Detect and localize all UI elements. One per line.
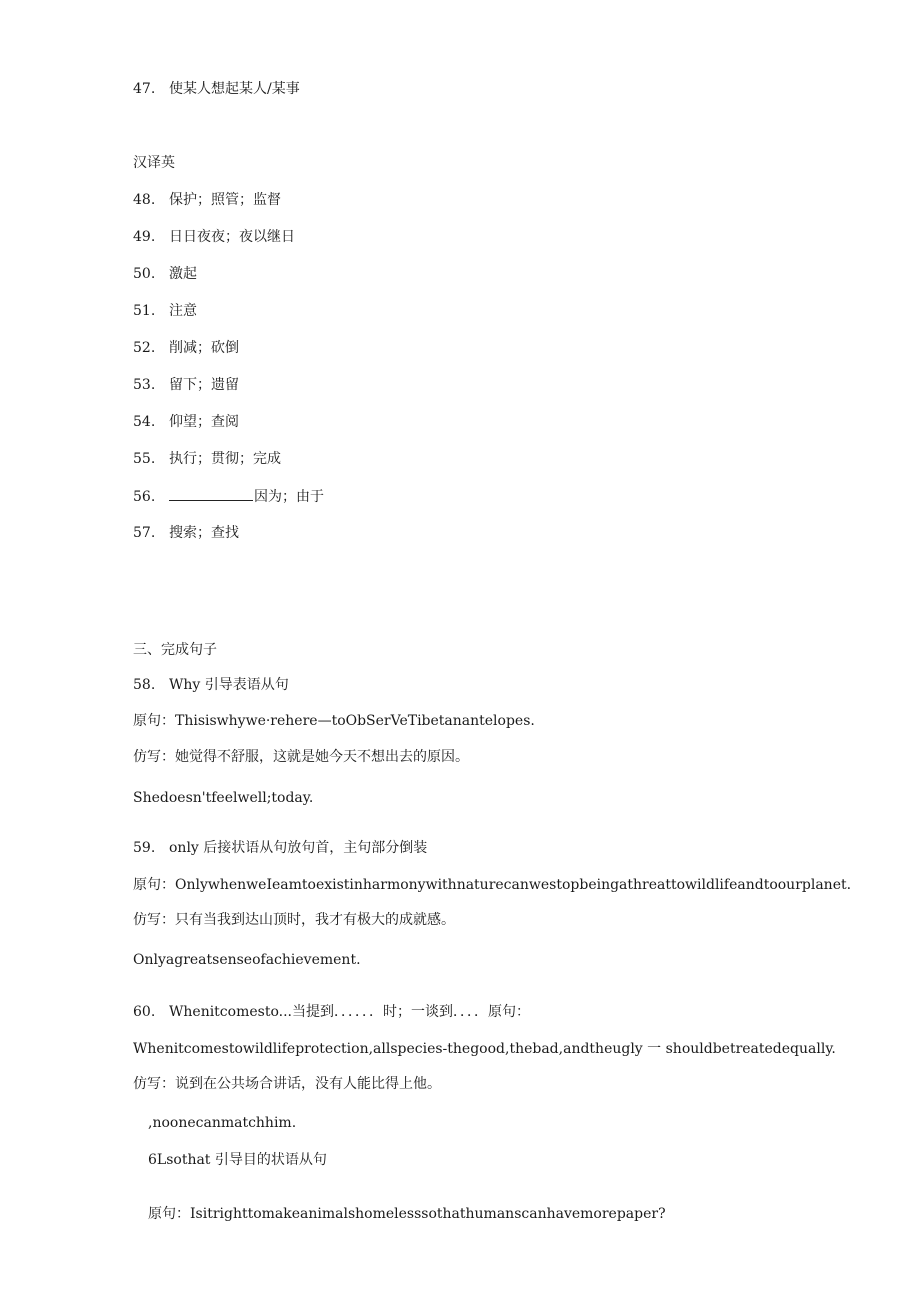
item-57	[133, 524, 239, 542]
section-heading-cn-to-en: 汉译英	[133, 155, 175, 171]
q59-answer: Onlyagreatsenseofachievement.	[133, 952, 361, 968]
item-number: 50.	[133, 266, 156, 282]
item-number: 57.	[133, 525, 156, 541]
q61-original: 原句：Isitrighttomakeanimalshomelesssothathumanscanhavemorepaper?	[148, 1206, 666, 1222]
question-title: Why 引导表语从句	[169, 677, 289, 693]
item-49	[133, 228, 295, 246]
q58-title	[133, 676, 289, 694]
item-48	[133, 191, 281, 209]
answer-blank[interactable]	[169, 487, 253, 501]
q60-title	[133, 1003, 530, 1021]
q58-answer: Shedoesn'tfeelwell;today.	[133, 790, 314, 806]
q59-original: 原句：OnlywhenweIeamtoexistinharmonywithnaturecanwestopbeingathreattowildlifeandtoourplanet.	[133, 877, 852, 893]
item-number: 49.	[133, 229, 156, 245]
item-number: 58.	[133, 677, 156, 693]
item-number: 48.	[133, 192, 156, 208]
item-number: 56.	[133, 489, 156, 505]
item-text: 搜索；查找	[169, 525, 239, 541]
q60-answer: ,noonecanmatchhim.	[148, 1115, 297, 1131]
item-54	[133, 413, 239, 431]
q58-imitate: 仿写：她觉得不舒服，这就是她今天不想出去的原因。	[133, 749, 469, 765]
item-52	[133, 339, 239, 357]
item-text: 保护；照管；监督	[169, 192, 281, 208]
item-number: 59.	[133, 840, 156, 856]
q58-original: 原句：Thisiswhywe·rehere—toObSerVeTibetanantelopes.	[133, 713, 535, 729]
item-text: 激起	[169, 266, 197, 282]
item-text: 日日夜夜；夜以继日	[169, 229, 295, 245]
item-text: 因为；由于	[254, 489, 324, 505]
item-51	[133, 302, 197, 320]
item-number: 60.	[133, 1004, 156, 1020]
item-50	[133, 265, 197, 283]
item-text: 执行；贯彻；完成	[169, 451, 281, 467]
q61-title: 6Lsothat 引导目的状语从句	[148, 1152, 327, 1168]
item-47	[133, 80, 300, 98]
item-text: 使某人想起某人/某事	[169, 81, 300, 97]
item-56	[133, 487, 324, 506]
item-number: 52.	[133, 340, 156, 356]
item-text: 仰望；查阅	[169, 414, 239, 430]
item-55	[133, 450, 281, 468]
item-number: 53.	[133, 377, 156, 393]
item-text: 削减；砍倒	[169, 340, 239, 356]
item-number: 55.	[133, 451, 156, 467]
item-text: 注意	[169, 303, 197, 319]
q60-imitate: 仿写：说到在公共场合讲话，没有人能比得上他。	[133, 1076, 441, 1092]
item-number: 54.	[133, 414, 156, 430]
item-53	[133, 376, 239, 394]
item-text: 留下；遗留	[169, 377, 239, 393]
item-number: 47.	[133, 81, 156, 97]
q59-title	[133, 839, 427, 857]
question-title: only 后接状语从句放句首，主句部分倒装	[169, 840, 428, 856]
q59-imitate: 仿写：只有当我到达山顶时，我才有极大的成就感。	[133, 912, 455, 928]
section-heading-complete-sentences: 三、完成句子	[133, 642, 217, 658]
question-title: Whenitcomesto...当提到．．．．．．时；一谈到．．．．原句：	[169, 1004, 530, 1020]
q60-original: Whenitcomestowildlifeprotection,allspecies-thegood,thebad,andtheugly 一 shouldbetreatedequally.	[133, 1041, 836, 1057]
item-number: 51.	[133, 303, 156, 319]
